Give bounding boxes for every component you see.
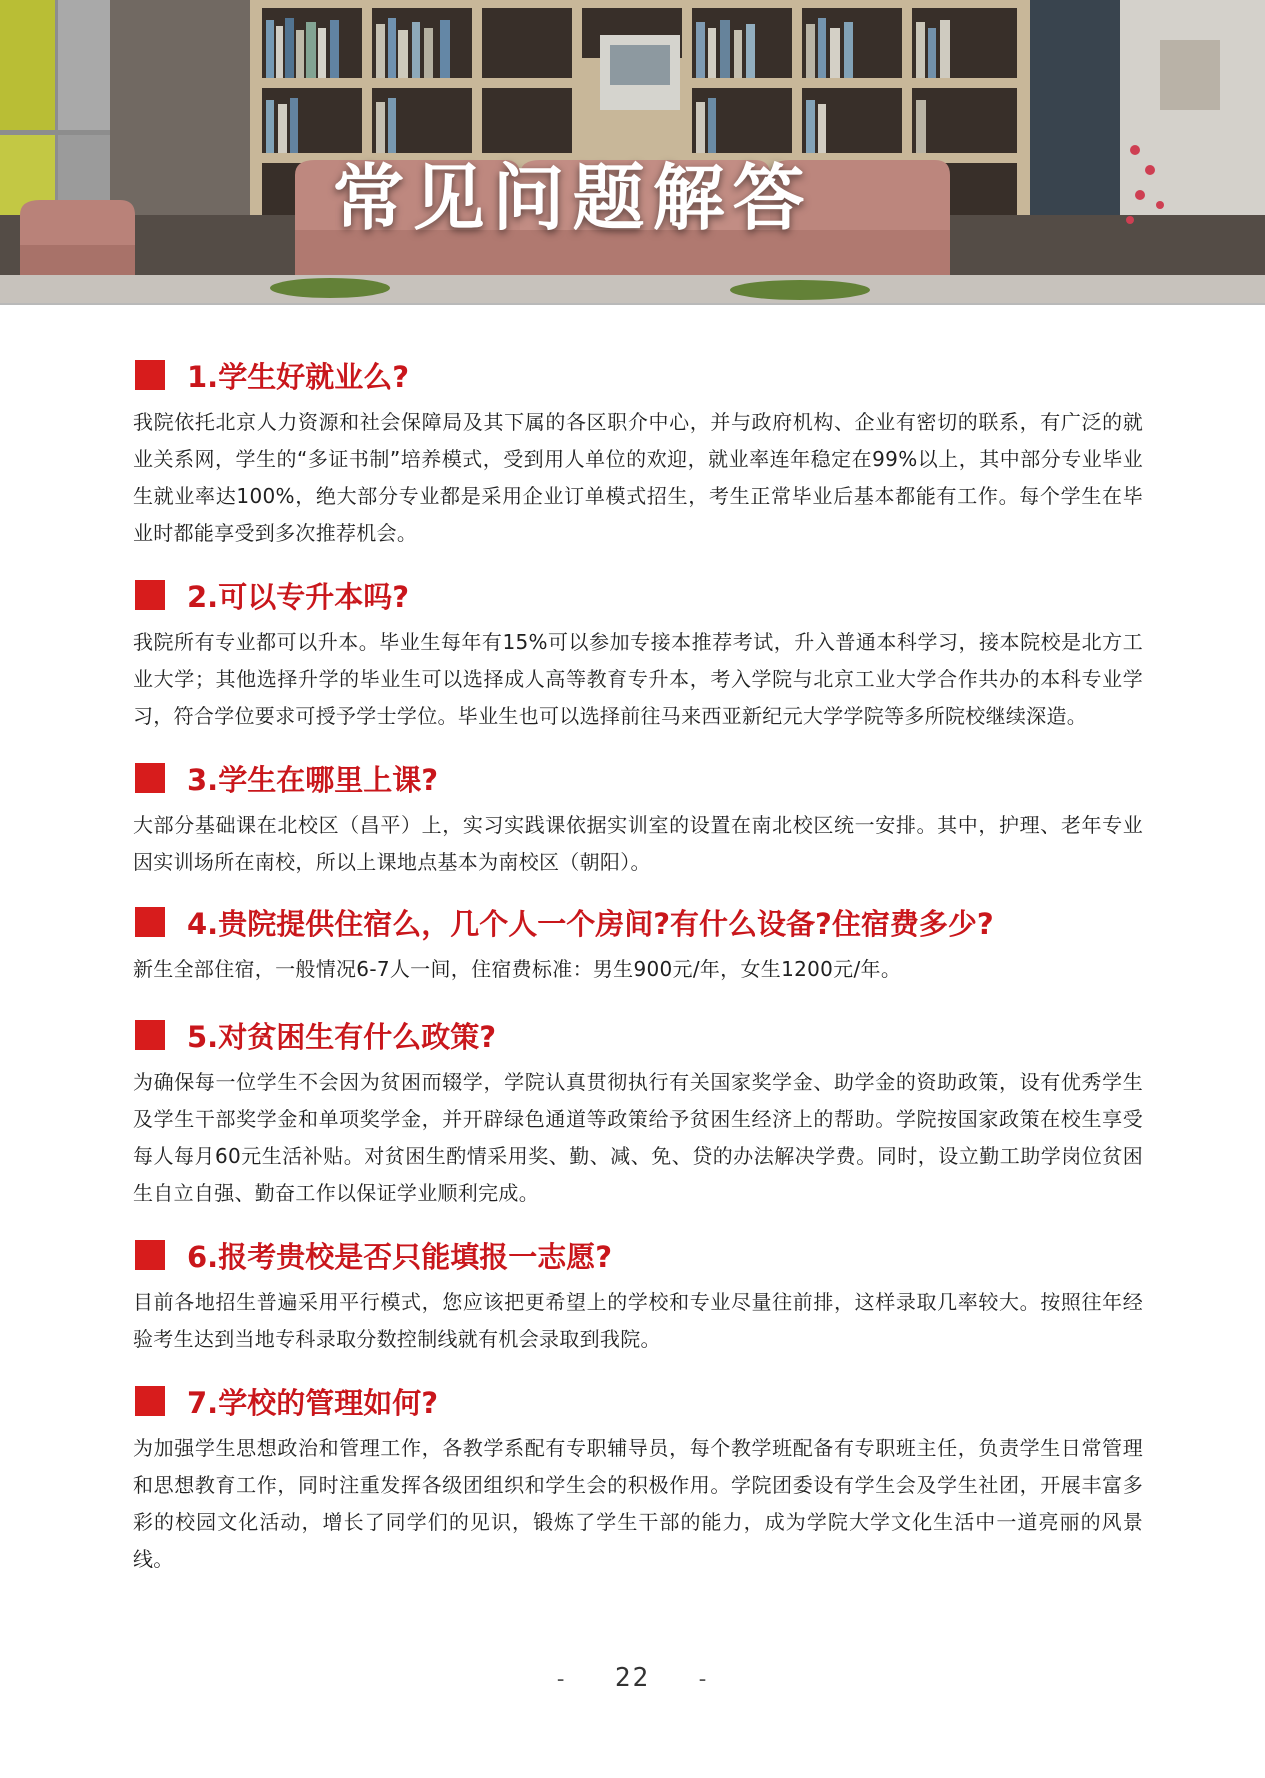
page-dash-left: - (553, 1667, 570, 1692)
faq-answer: 为加强学生思想政治和管理工作，各教学系配有专职辅导员，每个教学班配备有专职班主任，负责学生日常管理和思想教育工作，同时注重发挥各级团组织和学生会的积极作用。学院团委设有学生会及学生社团，开展丰富多彩的校园文化活动，增长了同学们的见识，锻炼了学生干部的能力，成为学院大学文化生活中一道亮丽的风景线。 (133, 1436, 1143, 1571)
faq-item-7 (133, 1378, 1143, 1578)
faq-answer: 新生全部住宿，一般情况6-7人一间，住宿费标准：男生900元/年，女生1200元/年。 (133, 957, 902, 981)
page-title: 常见问题解答 (332, 156, 813, 240)
faq-heading (133, 899, 1143, 945)
faq-heading (133, 352, 1143, 398)
banner-divider (0, 303, 1265, 305)
faq-item-3 (133, 755, 1143, 881)
red-square-icon (135, 763, 165, 793)
faq-question: 4.贵院提供住宿么，几个人一个房间?有什么设备?住宿费多少? (187, 906, 994, 941)
faq-heading (133, 1378, 1143, 1424)
faq-item-6 (133, 1232, 1143, 1358)
faq-item-1 (133, 352, 1143, 552)
faq-item-5 (133, 1012, 1143, 1212)
faq-answer: 为确保每一位学生不会因为贫困而辍学，学院认真贯彻执行有关国家奖学金、助学金的资助政策，设有优秀学生及学生干部奖学金和单项奖学金，并开辟绿色通道等政策给予贫困生经济上的帮助。学院按国家政策在校生享受每人每月60元生活补贴。对贫困生酌情采用奖、勤、减、免、贷的办法解决学费。同时，设立勤工助学岗位贫困生自立自强、勤奋工作以保证学业顺利完成。 (133, 1070, 1143, 1205)
faq-question: 6.报考贵校是否只能填报一志愿? (187, 1239, 613, 1274)
faq-answer: 我院所有专业都可以升本。毕业生每年有15%可以参加专接本推荐考试，升入普通本科学习，接本院校是北方工业大学；其他选择升学的毕业生可以选择成人高等教育专升本，考入学院与北京工业大学合作共办的本科专业学习，符合学位要求可授予学士学位。毕业生也可以选择前往马来西亚新纪元大学学院等多所院校继续深造。 (133, 630, 1143, 728)
faq-list (133, 352, 1143, 1598)
page-number-value: 22 (614, 1663, 651, 1693)
faq-answer: 目前各地招生普遍采用平行模式，您应该把更希望上的学校和专业尽量往前排，这样录取几率较大。按照往年经验考生达到当地专科录取分数控制线就有机会录取到我院。 (133, 1290, 1143, 1351)
red-square-icon (135, 1386, 165, 1416)
faq-question: 5.对贫困生有什么政策? (187, 1019, 497, 1054)
red-square-icon (135, 1020, 165, 1050)
faq-item-2 (133, 572, 1143, 735)
faq-question: 2.可以专升本吗? (187, 579, 410, 614)
red-square-icon (135, 1240, 165, 1270)
faq-item-4 (133, 899, 1143, 988)
red-square-icon (135, 907, 165, 937)
page-number (0, 1663, 1265, 1693)
faq-heading (133, 1012, 1143, 1058)
header-banner (0, 0, 1265, 305)
faq-question: 7.学校的管理如何? (187, 1385, 439, 1420)
page-dash-right: - (695, 1667, 712, 1692)
faq-heading (133, 1232, 1143, 1278)
faq-heading (133, 755, 1143, 801)
faq-heading (133, 572, 1143, 618)
faq-answer: 大部分基础课在北校区（昌平）上，实习实践课依据实训室的设置在南北校区统一安排。其中，护理、老年专业因实训场所在南校，所以上课地点基本为南校区（朝阳）。 (133, 813, 1143, 874)
red-square-icon (135, 360, 165, 390)
faq-answer: 我院依托北京人力资源和社会保障局及其下属的各区职介中心，并与政府机构、企业有密切的联系，有广泛的就业关系网，学生的“多证书制”培养模式，受到用人单位的欢迎，就业率连年稳定在99%以上，其中部分专业毕业生就业率达100%，绝大部分专业都是采用企业订单模式招生，考生正常毕业后基本都能有工作。每个学生在毕业时都能享受到多次推荐机会。 (133, 410, 1143, 545)
faq-question: 3.学生在哪里上课? (187, 762, 439, 797)
red-square-icon (135, 580, 165, 610)
faq-question: 1.学生好就业么? (187, 359, 410, 394)
